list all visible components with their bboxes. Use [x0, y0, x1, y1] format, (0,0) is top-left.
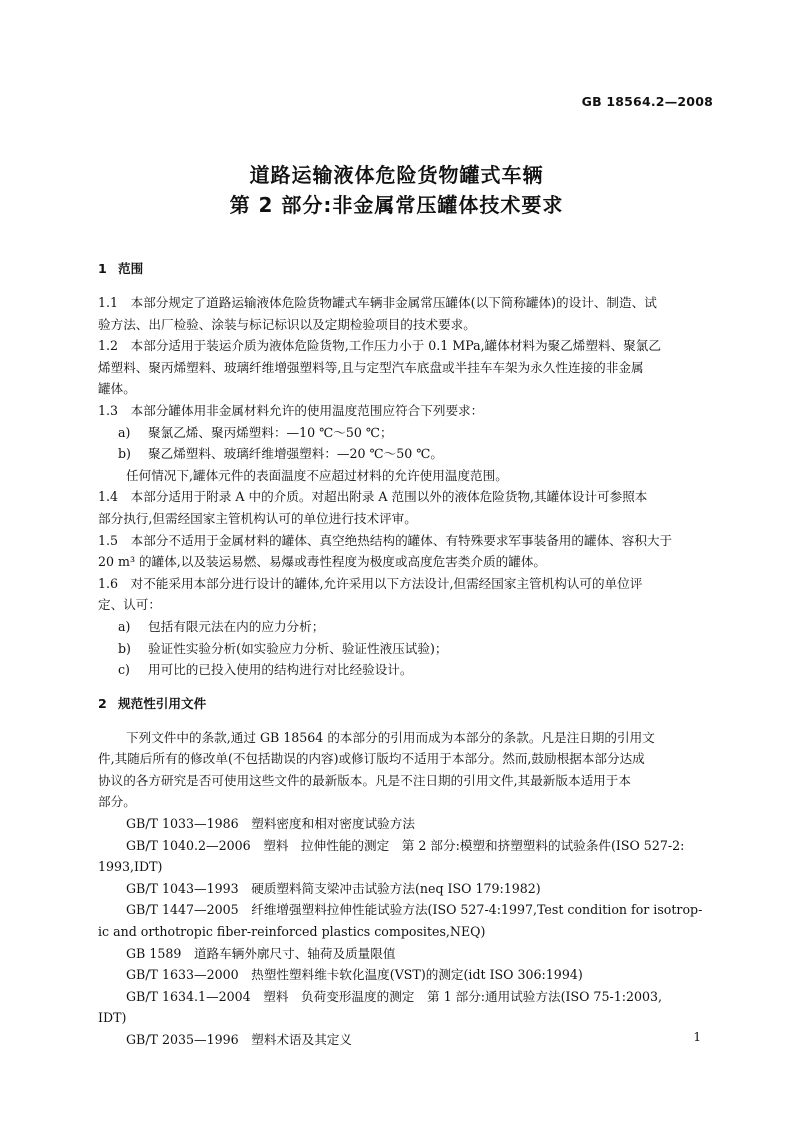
- section-1-heading: 1 范围: [98, 261, 144, 276]
- title-line-2: 第 2 部分:非金属常压罐体技术要求: [229, 193, 564, 217]
- title-line-1: 道路运输液体危险货物罐式车辆: [249, 163, 544, 187]
- reference-item: GB/T 1633—2000 热塑性塑料维卡软化温度(VST)的测定(idt ISO 306:1994): [126, 967, 583, 983]
- clause-1-2: 1.2 本部分适用于装运介质为液体危险货物,工作压力小于 0.1 MPa,罐体材料为聚乙烯塑料、聚氯乙 烯塑料、聚丙烯塑料、玻璃纤维增强塑料等,且与定型汽车底盘或半挂车车架为永久性连接的非金属 罐体。: [98, 338, 661, 397]
- clause-1-6: 1.6 对不能采用本部分进行设计的罐体,允许采用以下方法设计,但需经国家主管机构认可的单位评 定、认可：: [98, 575, 643, 613]
- clause-1-4: 1.4 本部分适用于附录 A 中的介质。对超出附录 A 范围以外的液体危险货物,其罐体设计可参照本 部分执行,但需经国家主管机构认可的单位进行技术评审。: [98, 489, 648, 526]
- clause-1-5: 1.5 本部分不适用于金属材料的罐体、真空绝热结构的罐体、有特殊要求军事装备用的罐体、容积大于 20 m³ 的罐体,以及装运易燃、易爆或毒性程度为极度或高度危害类介质的罐体。: [98, 532, 673, 570]
- list-item: a) 包括有限元法在内的应力分析；: [118, 618, 325, 634]
- reference-item: GB/T 1043—1993 硬质塑料简支梁冲击试验方法(neq ISO 179:1982): [126, 880, 541, 896]
- section-2-heading: 2 规范性引用文件: [98, 695, 207, 711]
- section-2-intro: 下列文件中的条款,通过 GB 18564 的本部分的引用而成为本部分的条款。凡是注日期的引用文 件,其随后所有的修改单(不包括勘误的内容)或修订版均不适用于本部分。然而,鼓励根据本部分达成 协议的各方研究是否可使用这些文件的最新版本。凡是不注日期的引用文件,其最新版本适用于本 部分。: [98, 729, 655, 810]
- reference-item: GB/T 1033—1986 塑料密度和相对密度试验方法: [126, 816, 415, 832]
- clause-1-3-note: 任何情况下,罐体元件的表面温度不应超过材料的允许使用温度范围。: [126, 467, 508, 483]
- list-item: b) 聚乙烯塑料、玻璃纤维增强塑料：—20 ℃～50 ℃。: [118, 446, 443, 462]
- clause-1-1: 1.1 本部分规定了道路运输液体危险货物罐式车辆非金属常压罐体(以下简称罐体)的设计、制造、试 验方法、出厂检验、涂装与标记标识以及定期检验项目的技术要求。: [98, 295, 657, 332]
- reference-item: GB 1589 道路车辆外廓尺寸、轴荷及质量限值: [126, 945, 396, 961]
- reference-item: GB/T 1447—2005 纤维增强塑料拉伸性能试验方法(ISO 527-4:1997,Test condition for isotrop- ic and orthotropic fiber-reinforced plastics composites,NEQ): [98, 902, 703, 940]
- reference-item: GB/T 1040.2—2006 塑料 拉伸性能的测定 第 2 部分:模塑和挤塑塑料的试验条件(ISO 527-2: 1993,IDT): [98, 837, 685, 875]
- list-item: b) 验证性实验分析(如实验应力分析、验证性液压试验)；: [118, 640, 448, 656]
- page-number: 1: [693, 1030, 701, 1044]
- list-item: a) 聚氯乙烯、聚丙烯塑料：—10 ℃～50 ℃；: [118, 424, 393, 440]
- document-title: [0, 160, 793, 220]
- list-item: c) 用可比的已投入使用的结构进行对比经验设计。: [118, 662, 413, 678]
- clause-1-3: 1.3 本部分罐体用非金属材料允许的使用温度范围应符合下列要求：: [98, 402, 484, 418]
- reference-item: GB/T 2035—1996 塑料术语及其定义: [126, 1032, 352, 1047]
- document-body: [98, 258, 712, 1051]
- standard-code: GB 18564.2—2008: [581, 94, 713, 109]
- reference-item: GB/T 1634.1—2004 塑料 负荷变形温度的测定 第 1 部分:通用试验方法(ISO 75-1:2003, IDT): [98, 988, 663, 1026]
